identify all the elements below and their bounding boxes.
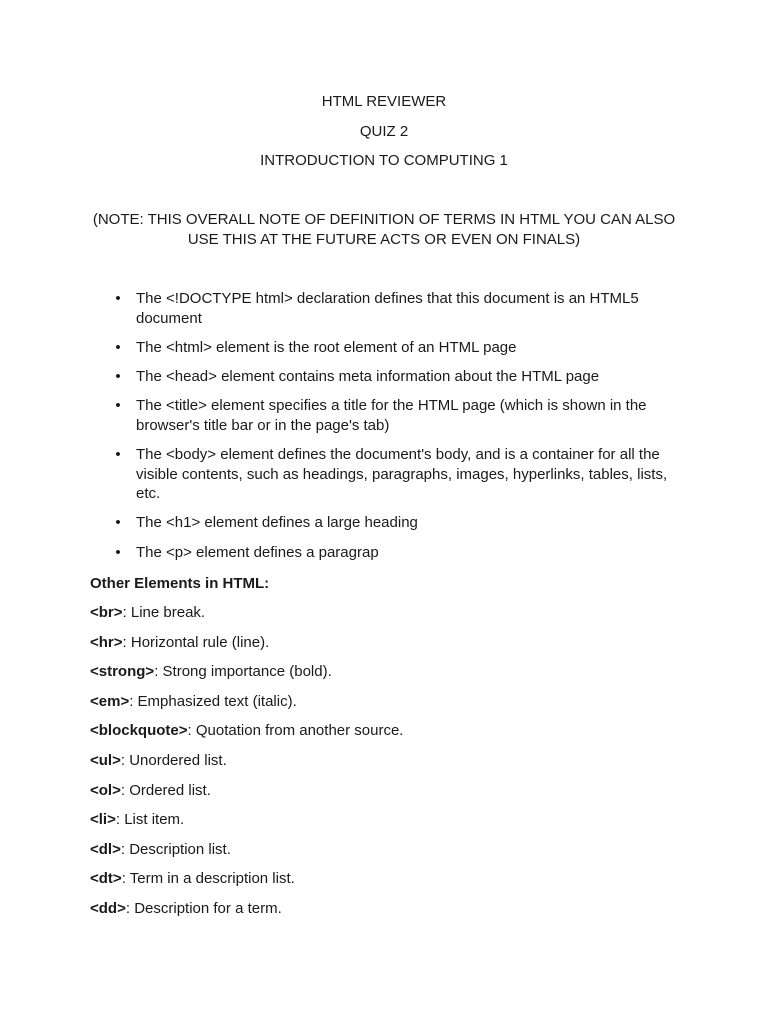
element-definition: [90, 603, 690, 633]
list-item: [0, 338, 768, 358]
list-item: [0, 289, 768, 328]
element-definition: [90, 869, 690, 899]
list-item: [0, 367, 768, 387]
element-tag: <li>: [90, 811, 116, 829]
element-definition: [90, 751, 690, 781]
element-tag: <dd>: [90, 899, 126, 917]
element-tag: <em>: [90, 692, 130, 710]
element-definition: [90, 721, 690, 751]
bullet-icon: •: [115, 543, 121, 561]
element-description: : Quotation from another source.: [187, 722, 404, 740]
note-paragraph: (NOTE: THIS OVERALL NOTE OF DEFINITION OF TERMS IN HTML YOU CAN ALSO USE THIS AT THE FUTURE ACTS OR EVEN ON FINALS): [92, 211, 676, 248]
list-item-text: The <head> element contains meta information about the HTML page: [136, 368, 600, 386]
element-description: : Line break.: [122, 604, 206, 621]
list-item-text: The <h1> element defines a large heading: [136, 514, 418, 532]
document-title: HTML REVIEWER: [321, 93, 447, 110]
element-definition: [90, 840, 690, 870]
element-definition: [90, 662, 690, 692]
bullet-icon: •: [115, 514, 121, 532]
element-definition: [90, 781, 690, 811]
element-tag: <blockquote>: [90, 722, 188, 740]
element-description: : Horizontal rule (line).: [122, 633, 270, 651]
element-tag: <strong>: [90, 663, 155, 681]
bullet-icon: •: [115, 368, 121, 386]
list-item: [0, 513, 768, 533]
bullet-icon: •: [115, 397, 121, 415]
element-description: : Term in a description list.: [121, 870, 295, 888]
list-item: [0, 543, 768, 563]
element-description: : Emphasized text (italic).: [129, 692, 297, 710]
list-item-text: The <html> element is the root element of an HTML page: [136, 338, 517, 356]
element-description: : Description list.: [120, 840, 231, 858]
list-item-text: The <body> element defines the document's body, and is a container for all the visible contents, such as headings, paragraphs, images, hyperlinks, tables, lists, etc.: [136, 446, 668, 503]
element-description: : Ordered list.: [120, 781, 211, 799]
element-description: : Description for a term.: [125, 899, 282, 917]
element-definition: [90, 899, 690, 929]
list-item-text: The <title> element specifies a title for the HTML page (which is shown in the browser's title bar or in the page's tab): [136, 397, 647, 434]
bullet-icon: •: [115, 290, 121, 307]
list-item-text: The <p> element defines a paragrap: [136, 543, 379, 561]
bullet-icon: •: [115, 446, 121, 464]
list-item: [0, 445, 768, 504]
list-item: [0, 396, 768, 435]
element-definition: [90, 810, 690, 840]
element-definition: [90, 692, 690, 722]
element-description: : Unordered list.: [120, 751, 227, 769]
element-tag: <dt>: [90, 870, 122, 888]
element-tag: <ul>: [90, 751, 121, 769]
element-tag: <ol>: [90, 781, 121, 799]
bullet-icon: •: [115, 338, 121, 356]
section-heading: Other Elements in HTML:: [90, 575, 270, 592]
document-header: [0, 92, 768, 181]
list-item-text: The <!DOCTYPE html> declaration defines that this document is an HTML5 document: [136, 290, 639, 327]
element-tag: <dl>: [90, 840, 121, 858]
element-description: : Strong importance (bold).: [154, 663, 332, 681]
definition-list: [0, 289, 768, 572]
element-tag: <hr>: [90, 633, 123, 651]
element-tag: <br>: [90, 604, 123, 621]
document-subtitle-course: INTRODUCTION TO COMPUTING 1: [260, 152, 508, 169]
document-subtitle-quiz: QUIZ 2: [359, 122, 409, 140]
element-definition: [90, 633, 690, 663]
element-description: : List item.: [115, 811, 185, 829]
other-elements-list: [90, 603, 690, 929]
